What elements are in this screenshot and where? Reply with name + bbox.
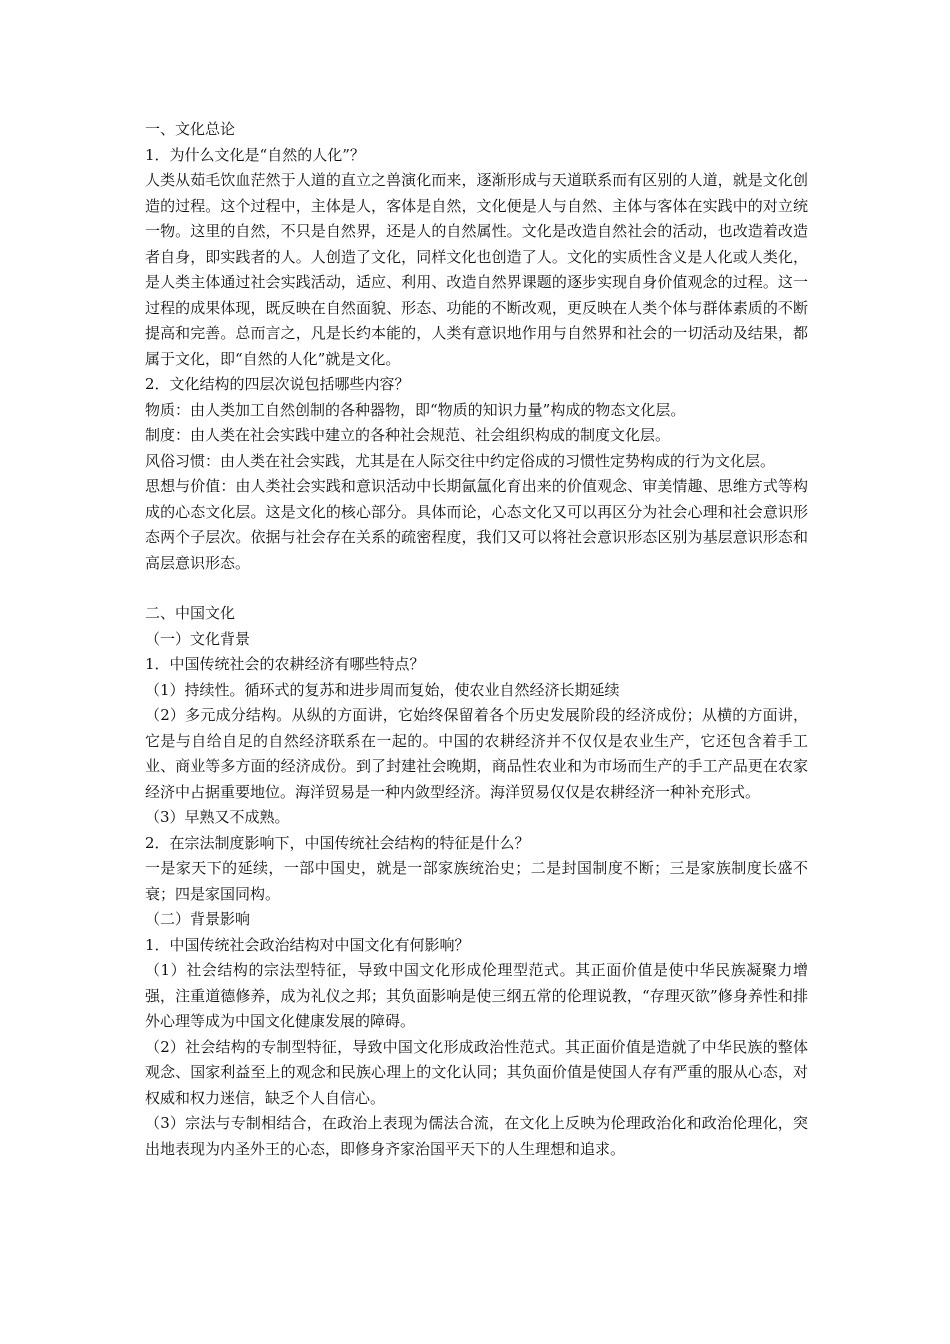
answer-item: 物质：由人类加工自然创制的各种器物，即“物质的知识力量”构成的物态文化层。 (145, 400, 686, 419)
answer-item: 制度：由人类在社会实践中建立的各种社会规范、社会组织构成的制度文化层。 (145, 426, 671, 444)
answer-paragraph: 一是家天下的延续，一部中国史，就是一部家族统治史；二是封国制度不断；三是家族制度长盛不衰；四是家国同构。 (145, 859, 808, 903)
answer-item: （1）持续性。循环式的复苏和进步周而复始，使农业自然经济长期延续 (145, 680, 620, 699)
section-title: 一、文化总论 (145, 120, 236, 138)
question: 2．在宗法制度影响下，中国传统社会结构的特征是什么？ (145, 833, 530, 852)
answer-item: 风俗习惯：由人类在社会实践，尤其是在人际交往中约定俗成的习惯性定势构成的行为文化层。 (145, 451, 776, 470)
question: 1．中国传统社会政治结构对中国文化有何影响？ (145, 935, 470, 954)
answer-paragraph: 人类从茹毛饮血茫然于人道的直立之兽演化而来，逐渐形成与天道联系而有区别的人道，就是文化创造的过程。这个过程中，主体是人，客体是自然，文化便是人与自然、主体与客体在实践中的对立统一物。这里的自然，不只是自然界，还是人的自然属性。文化是改造自然社会的活动，也改造着改造者自身，即实践者的人。人创造了文化，同样文化也创造了人。文化的实质性含义是人化或人类化，是人类主体通过社会实践活动，适应、利用、改造自然界课题的逐步实现自身价值观念的过程。这一过程的成果体现，既反映在自然面貌、形态、功能的不断改观，更反映在人类个体与群体素质的不断提高和完善。总而言之，凡是长约本能的，人类有意识地作用与自然界和社会的一切活动及结果，都属于文化，即“自然的人化”就是文化。 (145, 171, 808, 368)
answer-item: （1）社会结构的宗法型特征，导致中国文化形成伦理型范式。其正面价值是使中华民族凝聚力增强，注重道德修养，成为礼仪之邦；其负面影响是使三纲五常的伦理说教，“存理灭欲”修身养性和排外心理等成为中国文化健康发展的障碍。 (145, 961, 808, 1030)
question: 1．中国传统社会的农耕经济有哪些特点？ (145, 655, 425, 673)
section-title: 二、中国文化 (145, 604, 236, 622)
answer-item: （2）多元成分结构。从纵的方面讲，它始终保留着各个历史发展阶段的经济成份；从横的方面讲，它是与自给自足的自然经济联系在一起的。中国的农耕经济并不仅仅是农业生产，它还包含着手工业、商业等多方面的经济成份。到了封建社会晚期，商品性农业和为市场而生产的手工产品更在农家经济中占据重要地位。海洋贸易是一种内敛型经济。海洋贸易仅仅是农耕经济一种补充形式。 (145, 706, 808, 801)
answer-item: （2）社会结构的专制型特征，导致中国文化形成政治性范式。其正面价值是造就了中华民族的整体观念、国家利益至上的观念和民族心理上的文化认同；其负面价值是使国人存有严重的服从心态，对权威和权力迷信，缺乏个人自信心。 (145, 1037, 808, 1107)
subsection-title: （一）文化背景 (145, 629, 251, 648)
answer-item: （3）早熟又不成熟。 (145, 808, 290, 826)
blank-line (145, 576, 808, 601)
answer-item: 思想与价值：由人类社会实践和意识活动中长期氤氲化育出来的价值观念、审美情趣、思维方式等构成的心态文化层。这是文化的核心部分。具体而论，心态文化又可以再区分为社会心理和社会意识形态两个子层次。依据与社会存在关系的疏密程度，我们又可以将社会意识形态区别为基层意识形态和高层意识形态。 (145, 477, 808, 572)
question: 2．文化结构的四层次说包括哪些内容？ (145, 375, 410, 393)
answer-item: （3）宗法与专制相结合，在政治上表现为儒法合流，在文化上反映为伦理政治化和政治伦理化，突出地表现为内圣外王的心态，即修身齐家治国平天下的人生理想和追求。 (145, 1114, 808, 1158)
subsection-title: （二）背景影响 (145, 910, 251, 928)
document-page (145, 117, 808, 1162)
question: 1．为什么文化是“自然的人化”？ (145, 145, 365, 164)
